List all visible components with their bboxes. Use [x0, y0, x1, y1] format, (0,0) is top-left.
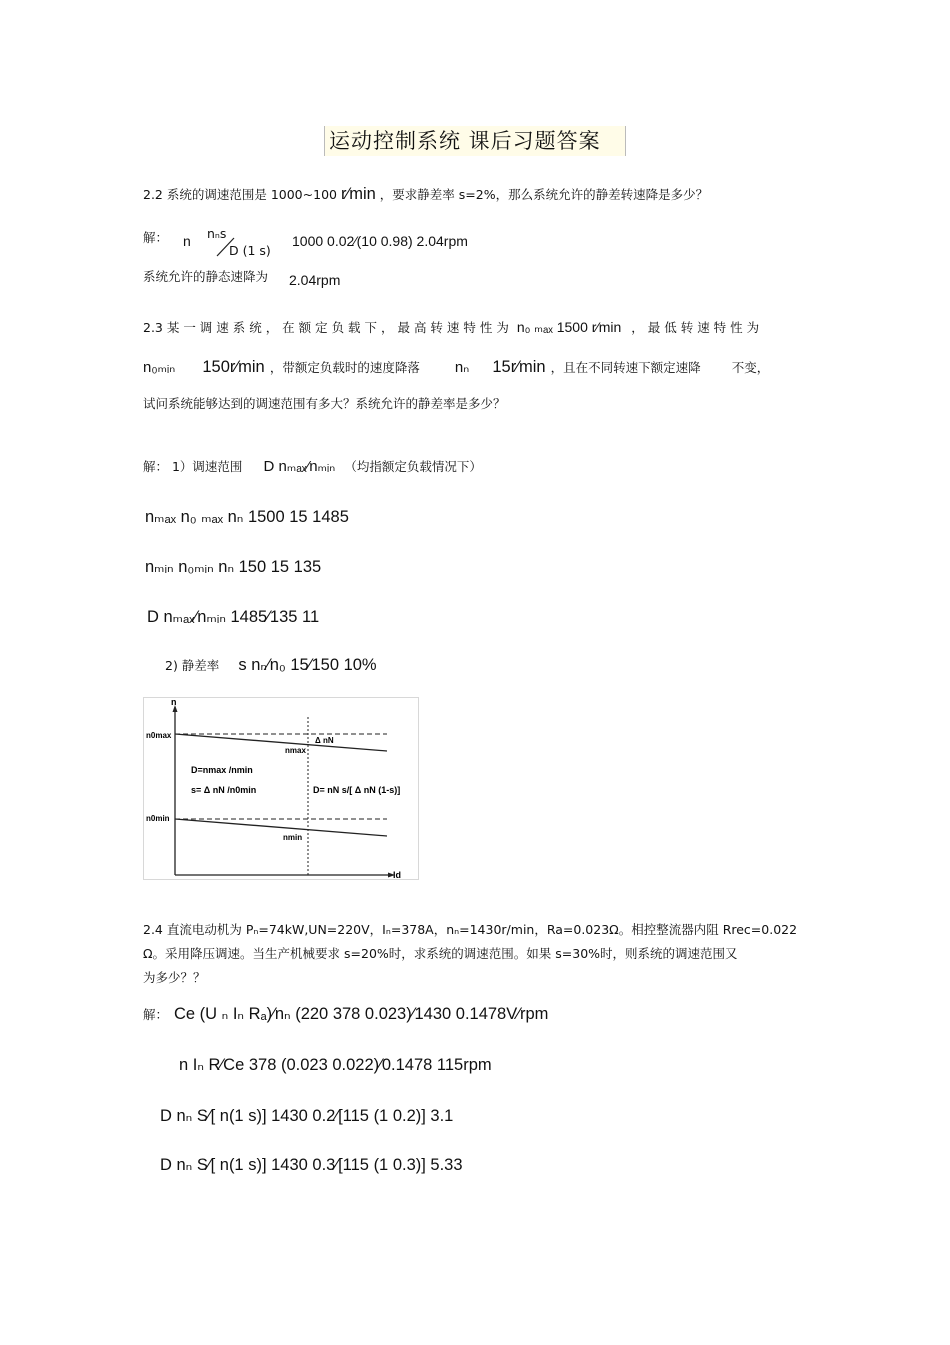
q23-line1: 2.3 某 一 调 速 系 统 ， 在 额 定 负 载 下 ， 最 高 转 速 特 性 为 n₀ ₘₐₓ 1500 r⁄min ， 最 低 转 速 特 性 为: [143, 319, 760, 335]
nmax-label: nmax: [285, 746, 306, 755]
q24-line3: 为多少？？: [143, 970, 206, 985]
q23-line2: n₀ₘᵢₙ 150r⁄min ，带额定负载时的速度降落 nₙ 15r⁄min ，且在不同转速下额定速降 不变，: [143, 358, 770, 376]
q22-fraction-denominator: D (1 s): [229, 243, 271, 258]
q23-equation-nmin: nₘᵢₙ n₀ₘᵢₙ nₙ 150 15 135: [145, 558, 322, 576]
q24-solution-label: 解：: [143, 1007, 169, 1022]
q24-line1: 2.4 直流电动机为 Pₙ=74kW,UN=220V，Iₙ=378A，nₙ=1430r/min，Ra=0.023Ω。相控整流器内阻 Rrec=0.022: [143, 922, 798, 937]
q23-equation-nmax: nₘₐₓ n₀ ₘₐₓ nₙ 1500 15 1485: [145, 508, 349, 526]
delta-nN-label: Δ nN: [315, 736, 334, 745]
q24-equation-d-30: D nₙ S⁄[ n(1 s)] 1430 0.3⁄[115 (1 0.3)] 5.33: [160, 1156, 463, 1174]
q22-solution-label: 解：: [143, 230, 169, 245]
q24-line2: Ω。采用降压调速。当生产机械要求 s=20%时，求系统的调速范围。如果 s=30%时，则系统的调速范围又: [143, 946, 738, 961]
q22-question: 2.2 系统的调速范围是 1000~100 r⁄min ，要求静差率 s=2%，那么系统允许的静差转速降是多少？: [143, 185, 709, 203]
q22-n: n: [183, 233, 191, 249]
q23-line3: 试问系统能够达到的调速范围有多大？系统允许的静差率是多少？: [143, 396, 506, 411]
q23-solution-1: 解： 1）调速范围 D nₘₐₓ⁄nₘᵢₙ （均指额定负载情况下）: [143, 458, 482, 475]
q22-answer-value: 2.04rpm: [289, 272, 341, 288]
speed-characteristic-diagram: [143, 697, 419, 880]
nmin-label: nmin: [283, 833, 303, 842]
q23-equation-d: D nₘₐₓ⁄nₘᵢₙ 1485⁄135 11: [147, 608, 320, 626]
x-axis-label: Id: [393, 870, 401, 880]
q22-fraction-numerator: nₙs: [207, 226, 227, 241]
y-axis-label: n: [171, 697, 177, 707]
formula-d-s: D= nN s/[ Δ nN (1-s)]: [313, 785, 401, 795]
q24-equation-d-20: D nₙ S⁄[ n(1 s)] 1430 0.2⁄[115 (1 0.2)] 3.1: [160, 1107, 454, 1125]
speed-characteristic-figure: [143, 697, 419, 880]
q24-equation-delta-n: n Iₙ R⁄Ce 378 (0.023 0.022)⁄0.1478 115rpm: [179, 1056, 492, 1074]
n0min-label: n0min: [146, 814, 170, 823]
page-title: 运动控制系统 课后习题答案: [324, 126, 626, 156]
q23-solution-2: 2) 静差率 s nₙ⁄n₀ 15⁄150 10%: [165, 656, 377, 674]
formula-s: s= Δ nN /n0min: [191, 785, 257, 795]
q22-answer-label: 系统允许的静态速降为: [143, 269, 269, 284]
formula-d: D=nmax /nmin: [191, 765, 253, 775]
q22-calculation: 1000 0.02⁄(10 0.98) 2.04rpm: [292, 233, 468, 249]
q24-equation-ce: Ce (U ₙ Iₙ Rₐ)⁄nₙ (220 378 0.023)⁄1430 0.1478V⁄rpm: [174, 1005, 549, 1023]
n0max-label: n0max: [146, 731, 172, 740]
